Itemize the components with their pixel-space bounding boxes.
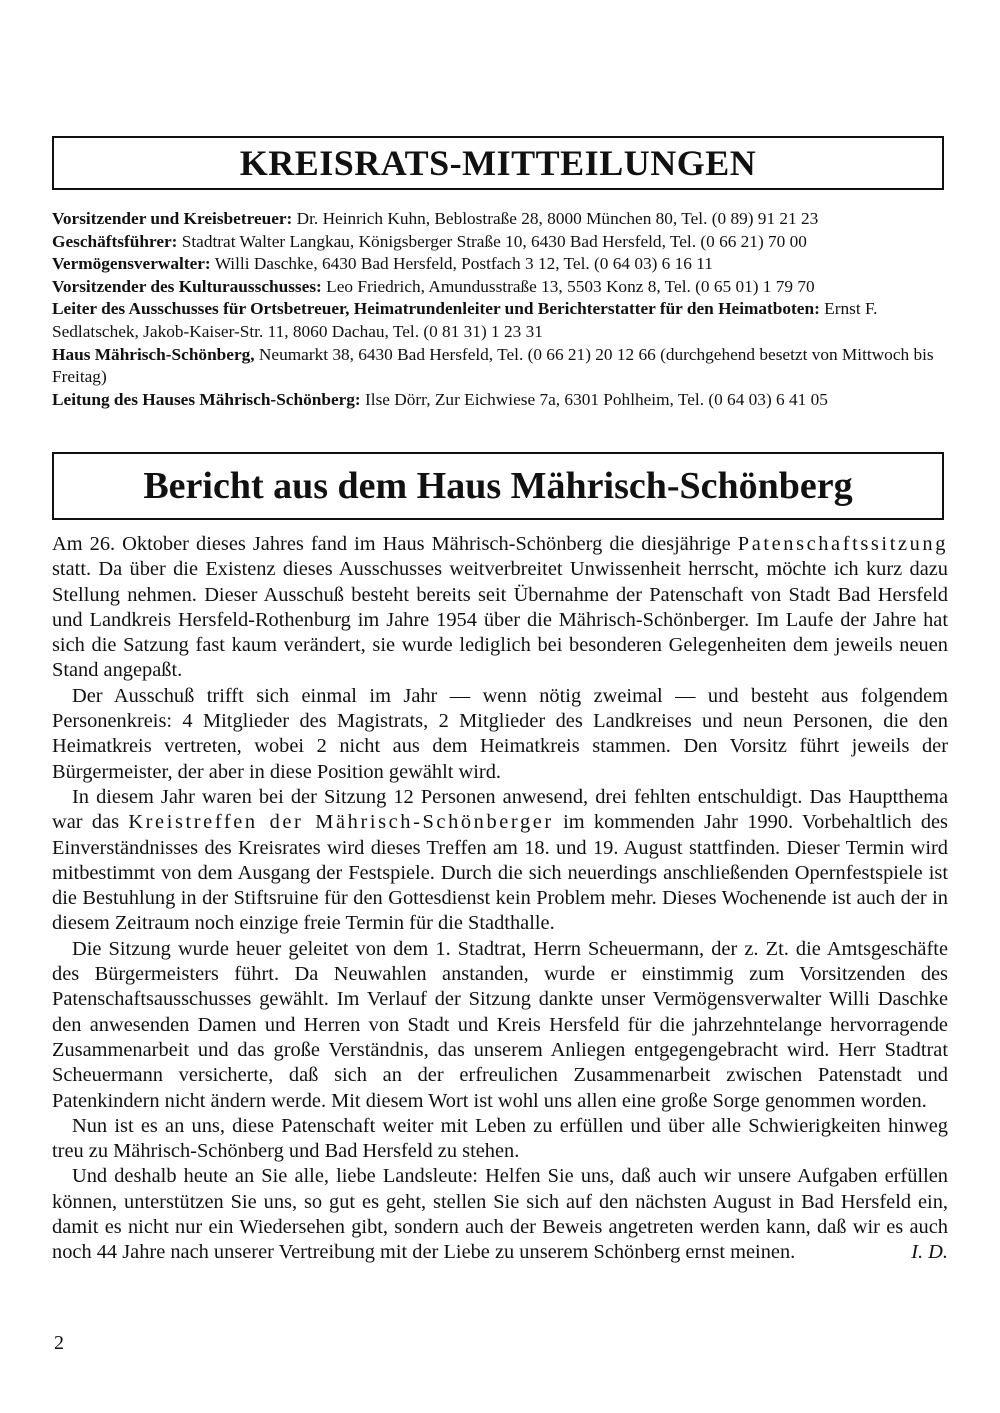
article-paragraph (52, 785, 948, 937)
official-role: Vorsitzender und Kreisbetreuer: (52, 209, 293, 228)
official-entry (52, 298, 948, 343)
official-role: Leitung des Hauses Mährisch-Schönberg: (52, 389, 361, 409)
spaced-term: Patenschaftssitzung (737, 533, 948, 555)
official-role: Vorsitzender des Kulturausschusses: (52, 276, 322, 296)
official-role: Geschäftsführer: (52, 231, 178, 251)
article-text: Am 26. Oktober dieses Jahres fand im Haus Mährisch-Schönberg die diesjährige (52, 533, 738, 555)
official-entry (52, 253, 948, 276)
signature: I. D. (911, 1241, 948, 1264)
official-details: Willi Daschke, 6430 Bad Hersfeld, Postfach 3 12, Tel. (0 64 03) 6 16 11 (214, 254, 713, 274)
article-paragraph (52, 1164, 948, 1265)
official-entry (52, 276, 948, 299)
official-entry (52, 344, 948, 389)
article-paragraph (52, 532, 948, 684)
section-title: KREISRATS-MITTEILUNGEN (239, 143, 757, 183)
official-details: Dr. Heinrich Kuhn, Beblostraße 28, 8000 München 80, Tel. (0 89) 91 21 23 (296, 209, 819, 228)
article-body (52, 532, 948, 1266)
article-text: In diesem Jahr waren bei der Sitzung 12 Personen anwesend, drei fehlten entschuldigt. Das Hauptthema war das (52, 785, 948, 834)
official-details: Neumarkt 38, 6430 Bad Hersfeld, Tel. (0 66 21) 20 12 66 (durchgehend besetzt von Mittwoch bis Freitag) (52, 344, 934, 387)
official-entry (52, 389, 948, 412)
official-entry (52, 231, 948, 254)
official-role: Vermögensverwalter: (52, 254, 211, 274)
article-paragraph: Nun ist es an uns, diese Patenschaft weiter mit Leben zu erfüllen und über alle Schwierigkeiten hinweg treu zu Mährisch-Schönberg und Bad Hersfeld zu stehen. (52, 1114, 948, 1163)
official-entry (52, 208, 948, 231)
article-paragraph: Die Sitzung wurde heuer geleitet von dem 1. Stadtrat, Herrn Scheuermann, der z. Zt. die Amtsgeschäfte des Bürgermeisters führt. Da Neuwahlen anstanden, wurde er einstimmig zum Vorsitzenden des Patenschaftsausschusses gewählt. Im Verlauf der Sitzung dankte unser Vermögensverwalter Willi Daschke den anwesenden Damen und Herren von Stadt und Kreis Hersfeld für die jahrzehntelange hervorragende Zusammenarbeit und das große Verständnis, das unserem Anliegen entgegengebracht wird. Herr Stadtrat Scheuermann versicherte, daß sich an der erfreulichen Zusammenarbeit zwischen Patenstadt und Patenkindern nicht ändern werde. Mit diesem Wort ist wohl uns allen eine große Sorge genommen worden. (52, 937, 948, 1112)
article-text: im kommenden Jahr 1990. Vorbehaltlich des Einverständnisses des Kreisrates wird dieses Treffen am 18. und 19. August stattfinden. Dieser Termin wird mitbestimmt von dem Ausgang der Festspiele. Durch die sich neuerdings anschließenden Opernfestspiele ist die Bestuhlung in der Stiftsruine für den Gottesdienst kein Problem mehr. Dieses Wochenende ist auch der in diesem Zeitraum noch einzige freie Termin für die Stadthalle. (52, 811, 948, 935)
official-details: Ilse Dörr, Zur Eichwiese 7a, 6301 Pohlheim, Tel. (0 64 03) 6 41 05 (365, 389, 828, 409)
article-text: statt. Da über die Existenz dieses Ausschusses weitverbreitet Unwissenheit herrscht, möchte ich kurz dazu Stellung nehmen. Dieser Ausschuß besteht bereits seit Übernahme der Patenschaft von Stadt Bad Hersfeld und Landkreis Hersfeld-Rothenburg im Jahre 1954 über die Mährisch-Schönberger. Im Laufe der Jahre hat sich die Satzung fast kaum verändert, sie wurde lediglich bei besonderen Gelegenheiten dem jeweils neuen Stand angepaßt. (52, 558, 948, 682)
article-title: Bericht aus dem Haus Mährisch-Schönberg (143, 465, 853, 507)
official-details: Leo Friedrich, Amundusstraße 13, 5503 Konz 8, Tel. (0 65 01) 1 79 70 (326, 276, 815, 296)
article-title-box (52, 452, 944, 520)
section-title-box (52, 136, 944, 190)
official-role: Haus Mährisch-Schönberg, (52, 344, 255, 364)
article-paragraph: Der Ausschuß trifft sich einmal im Jahr — wenn nötig zweimal — und besteht aus folgendem Personenkreis: 4 Mitglieder des Magistrats, 2 Mitglieder des Landkreises und neun Personen, die den Heimatkreis vertreten, wobei 2 nicht aus dem Heimatkreis stammen. Den Vorsitz führt jeweils der Bürgermeister, der aber in diese Position gewählt wird. (52, 684, 948, 783)
page-number: 2 (54, 1332, 64, 1354)
spaced-term: Kreistreffen der Mährisch-Schönberger (128, 811, 554, 834)
official-role: Leiter des Ausschusses für Ortsbetreuer, Heimatrundenleiter und Berichterstatter für den Heimatboten: (52, 299, 820, 319)
article-text: Und deshalb heute an Sie alle, liebe Landsleute: Helfen Sie uns, daß auch wir unsere Aufgaben erfüllen können, unterstützen Sie uns, so gut es geht, stellen Sie sich auf den nächsten August in Bad Hersfeld ein, damit es nicht nur ein Wiedersehen gibt, sondern auch der Beweis angetreten werden kann, daß wir es auch noch 44 Jahre nach unserer Vertreibung mit der Liebe zu unserem Schönberg ernst meinen. (52, 1165, 948, 1264)
official-details: Stadtrat Walter Langkau, Königsberger Straße 10, 6430 Bad Hersfeld, Tel. (0 66 21) 70 00 (181, 231, 807, 251)
officials-list (52, 208, 948, 411)
official-details: Ernst F. Sedlatschek, Jakob-Kaiser-Str. 11, 8060 Dachau, Tel. (0 81 31) 1 23 31 (52, 299, 878, 341)
